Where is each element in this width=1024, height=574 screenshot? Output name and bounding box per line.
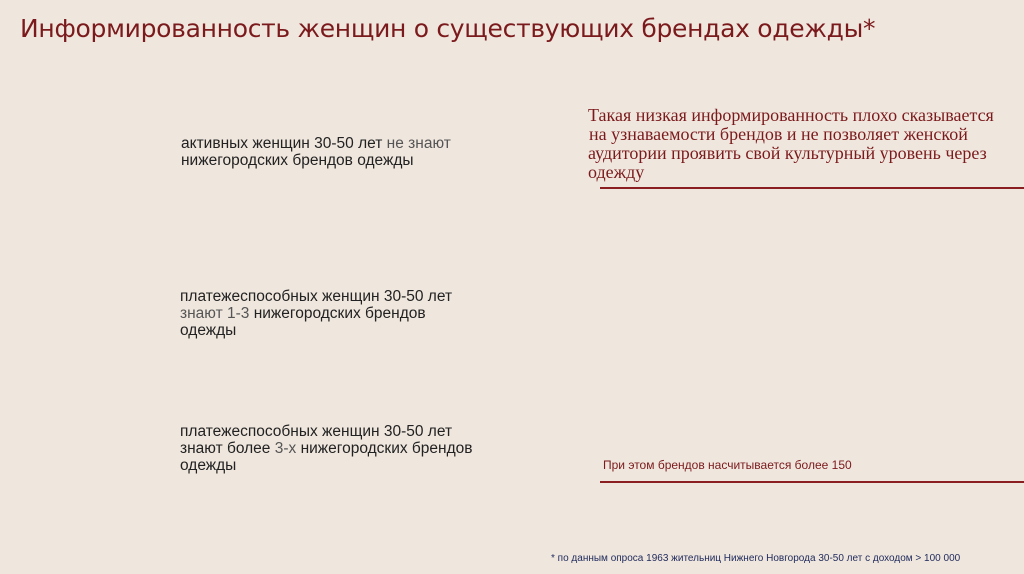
divider-line bbox=[600, 187, 1024, 189]
brand-count-note: При этом брендов насчитывается более 150 bbox=[603, 458, 852, 472]
stat-text: активных женщин 30-50 лет bbox=[181, 135, 383, 152]
divider-line bbox=[600, 481, 1024, 483]
callout-line: аудитории проявить свой культурный уровень через bbox=[588, 143, 987, 163]
stat-text: одежды bbox=[180, 457, 237, 474]
stat-text: нижегородских брендов bbox=[296, 440, 473, 457]
page-title: Информированность женщин о существующих брендах одежды* bbox=[20, 14, 876, 43]
callout-line: на узнаваемости брендов и не позволяет женской bbox=[589, 124, 968, 144]
stat-text: нижегородских брендов bbox=[249, 305, 426, 322]
callout-line: одежду bbox=[588, 162, 645, 182]
stat-text-highlight: 3-х bbox=[274, 440, 297, 457]
callout-line: Такая низкая информированность плохо сказывается bbox=[588, 106, 994, 125]
stat-description bbox=[181, 135, 451, 169]
stat-text: платежеспособных женщин 30-50 лет bbox=[180, 423, 453, 440]
stat-description bbox=[180, 288, 452, 339]
stat-description bbox=[180, 423, 473, 474]
footnote: * по данным опроса 1963 жительниц Нижнего Новгорода 30-50 лет с доходом > 100 000 bbox=[551, 553, 961, 564]
stat-text-highlight: знают 1-3 bbox=[180, 305, 250, 322]
stat-text: одежды bbox=[180, 322, 237, 339]
stat-text: платежеспособных женщин 30-50 лет bbox=[180, 288, 453, 305]
stat-text-highlight: не знают bbox=[382, 135, 451, 152]
stat-text: знают более bbox=[180, 440, 275, 457]
stat-text: нижегородских брендов одежды bbox=[181, 152, 414, 169]
callout-text bbox=[588, 106, 1024, 182]
